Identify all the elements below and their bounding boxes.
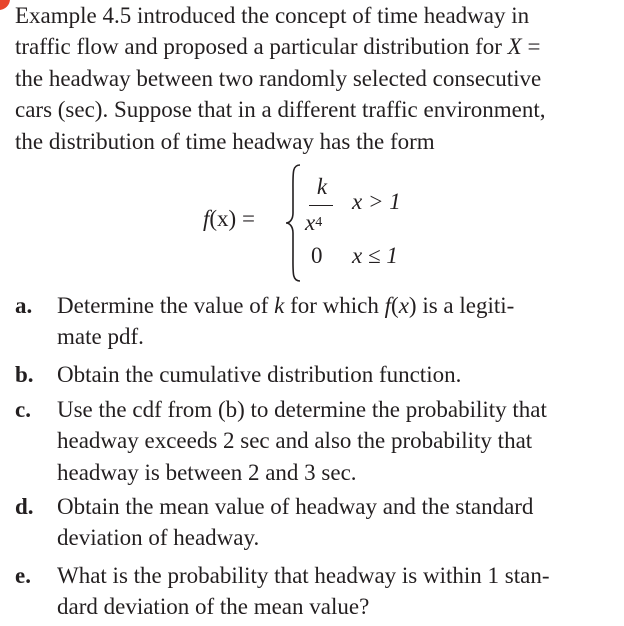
part-e-line-1: What is the probability that headway is within 1 stan- bbox=[57, 563, 550, 588]
fraction-numerator: k bbox=[316, 174, 328, 199]
intro-line-2: traffic flow and proposed a particular distribution for X = bbox=[15, 34, 541, 60]
fraction-bar bbox=[309, 205, 333, 206]
case-condition-2: x ≤ 1 bbox=[352, 243, 398, 268]
part-d-line-2: deviation of headway. bbox=[57, 525, 260, 551]
intro-line-4: cars (sec). Suppose that in a different traffic environment, bbox=[15, 97, 546, 123]
part-d bbox=[15, 491, 611, 554]
equation-lhs: f(x) = bbox=[203, 206, 255, 231]
fraction-denominator: $x^4$ bbox=[305, 210, 323, 235]
left-brace-icon bbox=[284, 163, 304, 283]
intro-line-1: Example 4.5 introduced the concept of time headway in bbox=[15, 3, 530, 28]
part-c bbox=[15, 394, 611, 488]
problem-intro bbox=[15, 0, 611, 157]
intro-line-5: the distribution of time headway has the form bbox=[15, 128, 435, 154]
part-label: e. bbox=[15, 563, 31, 588]
part-a bbox=[15, 290, 611, 353]
variable-x: X bbox=[507, 34, 522, 60]
case-value-zero: 0 bbox=[311, 243, 323, 268]
case-condition-1: x > 1 bbox=[352, 189, 401, 214]
bullet-marker-icon bbox=[0, 0, 10, 10]
part-a-line-1: Determine the value of k for which f(x) is a legiti- bbox=[57, 293, 515, 318]
part-e-line-2: dard deviation of the mean value? bbox=[57, 594, 370, 620]
part-c-line-1: Use the cdf from (b) to determine the probability that bbox=[57, 397, 547, 422]
part-label: a. bbox=[15, 293, 33, 318]
part-label: d. bbox=[15, 494, 34, 519]
part-a-line-2: mate pdf. bbox=[57, 324, 144, 350]
part-c-line-2: headway exceeds 2 sec and also the probability that bbox=[57, 428, 533, 454]
part-c-line-3: headway is between 2 and 3 sec. bbox=[57, 459, 357, 485]
part-b bbox=[15, 359, 611, 390]
part-label: c. bbox=[15, 397, 31, 422]
part-b-line-1: Obtain the cumulative distribution function. bbox=[57, 362, 462, 387]
intro-line-3: the headway between two randomly selected consecutive bbox=[15, 65, 542, 91]
part-label: b. bbox=[15, 362, 34, 387]
part-d-line-1: Obtain the mean value of headway and the standard bbox=[57, 494, 534, 519]
part-e bbox=[15, 560, 611, 623]
